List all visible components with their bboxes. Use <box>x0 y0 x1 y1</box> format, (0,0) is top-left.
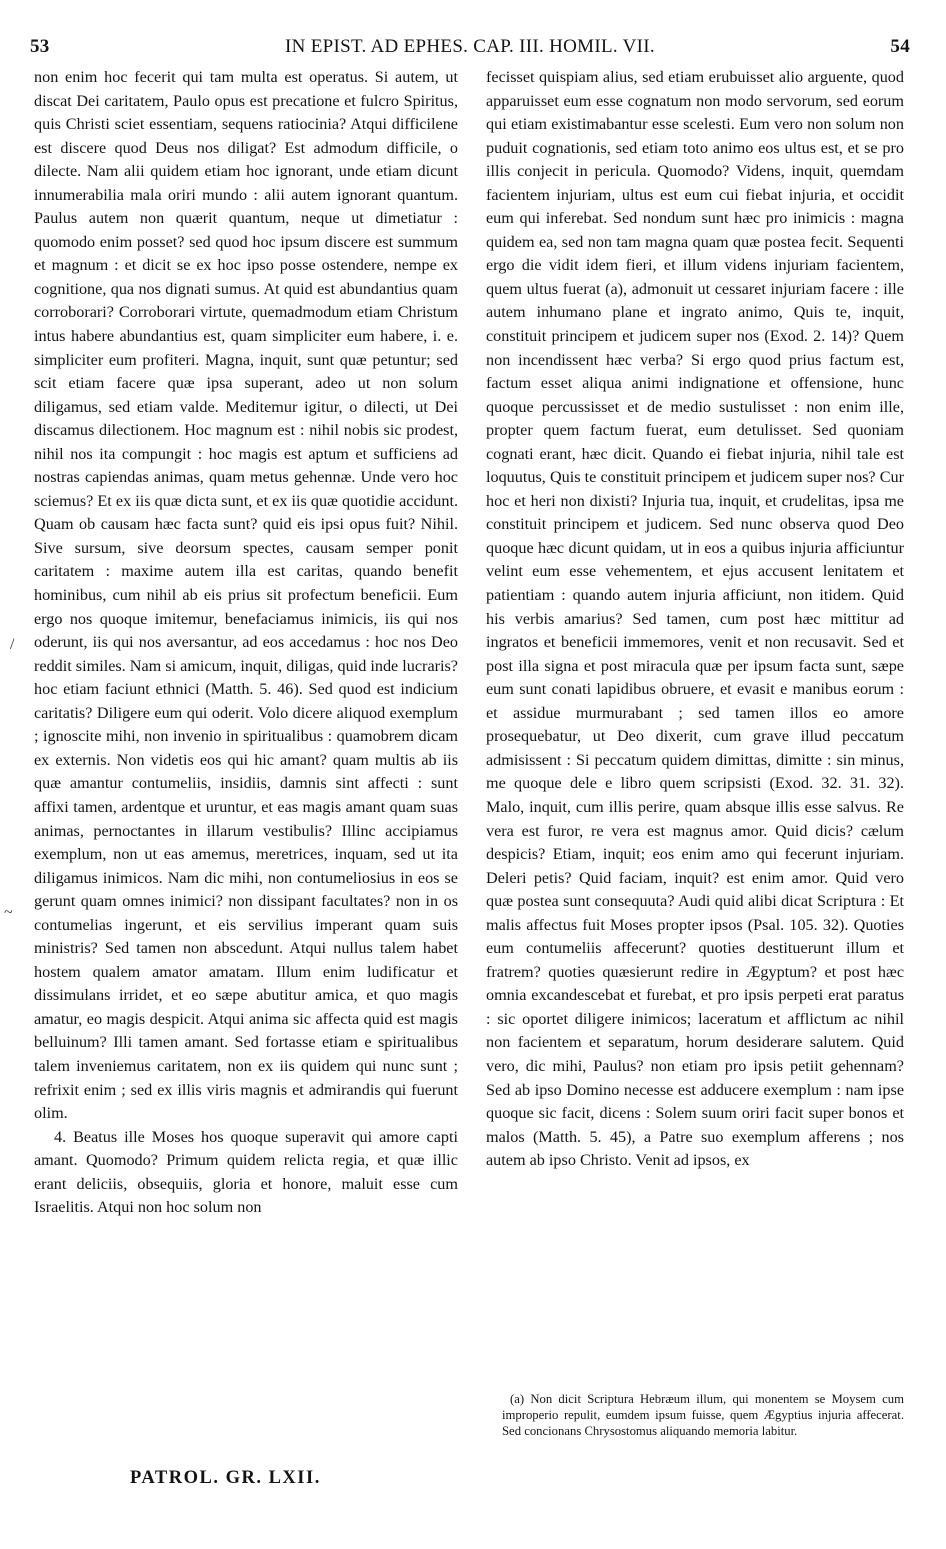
left-paragraph-1: non enim hoc fecerit qui tam multa est operatus. Si autem, ut discat Dei caritatem, Paulo opus est precatione et fulcro Spiritus, quis Christi sciet essentiam, sequens ratiocinia? Atqui difficilene est discere quod Deus nos diligat? Est admodum difficile, o dilecte. Nam alii quidem etiam hoc ignorant, unde etiam dicunt innumerabilia mala oriri mundo : alii autem ignorant quantum. Paulus autem non quærit quantum, neque ut dimetiatur : quomodo enim posset? sed quod hoc ipsum discere est summum et magnum : et dicit se ex hoc ipso posse ostendere, nempe ex cognitione, qua nos dignati sumus. At quid est abundantius quam corroborari? Corroborari virtute, quemadmodum etiam Christum intus habere abundantius est, quam simpliciter eum habere, i. e. simpliciter eum profiteri. Magna, inquit, sunt quæ petuntur; sed scit etiam facere quæ ipsa superant, adeo ut non solum diligamus, sed etiam valde. Meditemur igitur, o dilecti, ut Dei discamus dilectionem. Hoc magnum est : nihil nobis sic prodest, nihil nos ita compungit : hoc magis est aptum et sufficiens ad nostras capiendas animas, quam metus gehennæ. Unde vero hoc sciemus? Et ex iis quæ dicta sunt, et ex iis quæ quotidie accidunt. Quam ob causam hæc facta sunt? quid eis ipsi opus fuit? Nihil. Sive sursum, sive deorsum spectes, causam semper ponit caritatem : maxime autem illa est caritas, quando benefit hominibus, cum nihil ab eis prius sit profectum beneficii. Eum ergo nos quoque imitemur, benefaciamus inimicis, iis qui nos oderunt, iis qui nos aversantur, ad eos accedamus : hoc nos Deo reddit similes. Nam si amicum, inquit, diligas, quid inde lucraris? hoc etiam faciunt ethnici (Matth. 5. 46). Sed quod est indicium caritatis? Diligere eum qui oderit. Volo dicere aliquod exemplum ; ignoscite mihi, non invenio in spiritualibus : quamobrem dicam ex externis. Non videtis eos qui hic amant? quam multis ab iis quæ amantur contumeliis, insidiis, damnis sint affecti : sunt affixi tamen, ardentque et uruntur, et eas magis amant quam suas animas, pernoctantes in illarum vestibulis? Illinc accipiamus exemplum, non ut eas amemus, meretrices, inquam, sed ut ita diligamus inimicos. Nam dic mihi, non contumeliosius in eos se gerunt quam omnes inimici? non dissipant facultates? non in os contumelias ingerunt, et eis servilius imperant quam suis ministris? Sed tamen non abscedunt. Atqui nullus talem habet hostem qualem amator amatam. Illum enim ludificatur et dissimulans irridet, et eo sæpe abutitur amica, et quo magis amatur, eo magis despicit. Atqui anima sic affecta quid est magis belluinum? Illi tamen amant. Sed fortasse etiam e spiritualibus talem inveniemus caritatem, non ex iis quidem qui nunc sunt ; refrixit enim ; sed ex illis viris magnis et admirandis qui fuerunt olim. <box>34 68 458 1123</box>
right-column <box>486 66 904 1173</box>
page-number-left: 53 <box>30 36 50 57</box>
margin-mark: ~ <box>4 904 13 921</box>
left-column <box>34 66 458 1220</box>
page-number-right: 54 <box>890 36 910 57</box>
margin-mark: / <box>10 636 15 653</box>
volume-footer: PATROL. GR. LXII. <box>130 1468 321 1488</box>
running-title: IN EPIST. AD EPHES. CAP. III. HOMIL. VII. <box>285 36 655 57</box>
footnote-text: (a) Non dicit Scriptura Hebræum illum, qui monentem se Moysem cum improperio repulit, eumdem ipsum fuisse, quem Ægyptius injuria affecerat. Sed concionans Chrysostomus aliquando memoria labitur. <box>502 1392 904 1438</box>
left-paragraph-2: 4. Beatus ille Moses hos quoque superavit qui amore capti amant. Quomodo? Primum quidem relicta regia, et quæ illic erant deliciis, obsequiis, gloria et honore, maluit esse cum Israelitis. Atqui non hoc solum non <box>34 1127 458 1217</box>
running-header <box>30 36 910 66</box>
right-paragraph-1: fecisset quispiam alius, sed etiam erubuisset alio arguente, quod apparuisset eum esse cognatum non modo servorum, sed eorum qui etiam existimabantur esse scelesti. Eum vero non solum non puduit cognationis, sed etiam toto animo eos ultus est, et se pro illis conjecit in pericula. Quomodo? Videns, inquit, quemdam facientem injuriam, ultus est eum cui fiebat injuria, et occidit eum qui inferebat. Sed nondum sunt hæc pro inimicis : magna quidem ea, sed non tam magna quam quæ postea fecit. Sequenti ergo die vidit idem fieri, et illum videns injuriam facientem, quem ultus fuerat (a), admonuit ut cessaret injuriam facere : ille autem inhumano plane et ingrato animo, Quis te, inquit, constituit principem et judicem super nos (Exod. 2. 14)? Quem non incendissent hæc verba? Si ergo quod prius factum est, factum esset aliqua animi indignatione et offensione, hunc quoque percussisset et de medio sustulisset : non enim ille, propter quem factum fuerat, eum detulisset. Sed quoniam cognati erant, hæc dicit. Quando ei fiebat injuria, nihil tale est loquutus, Quis te constituit principem et judicem super nos? Cur hoc et heri non dixisti? Injuria tua, inquit, et crudelitas, ipsa me constituit principem et judicem. Sed nunc observa quod Deo quoque hæc dicunt quidam, ut in eos a quibus injuria afficiuntur velint eum esse vehementem, et ejus accusent lenitatem et patientiam : quando autem injuria afficiunt, non itidem. Quid his verbis amarius? Sed tamen, cum post hæc mittitur ad ingratos et beneficii immemores, venit et non recusavit. Sed et post illa signa et post miracula quæ per ipsum facta sunt, sæpe eum sunt conati lapidibus obruere, et evasit e manibus eorum : et assidue murmurabant ; sed tamen illos eo amore prosequebatur, ut Deo dixerit, cum grave illud peccatum admisissent : Si peccatum quidem dimittas, dimitte : sin minus, me quoque dele e libro quem scripsisti (Exod. 32. 31. 32). Malo, inquit, cum illis perire, quam absque illis esse salvus. Re vera est furor, re vera est magnus amor. Quid dicis? cælum despicis? Etiam, inquit; eos enim amo qui fecerunt injuriam. Deleri petis? Quid faciam, inquit? est enim amor. Quid vero quæ postea sunt consequuta? Audi quid alibi dicat Scriptura : Et malis affectus fuit Moses propter ipsos (Psal. 105. 32). Quoties eum contumeliis affecerunt? quoties destituerunt illum et fratrem? quoties quæsierunt redire in Ægyptum? et post hæc omnia excandescebat et furebat, et pro ipsis perpeti erat paratus : sic oportet diligere inimicos; laceratum et afflictum ac nihil non facientem et separatum, horum desiderare salutem. Quid vero, dic mihi, Paulus? non etiam pro ipsis petiit gehennam? Sed ab ipso Domino necesse est adducere exemplum : nam ipse quoque sic facit, dicens : Solem suum oriri facit super bonos et malos (Matth. 5. 45), a Patre suo exemplum afferens ; nos autem ab ipso Christo. Venit ad ipsos, ex <box>486 68 904 1170</box>
footnote <box>502 1391 904 1439</box>
